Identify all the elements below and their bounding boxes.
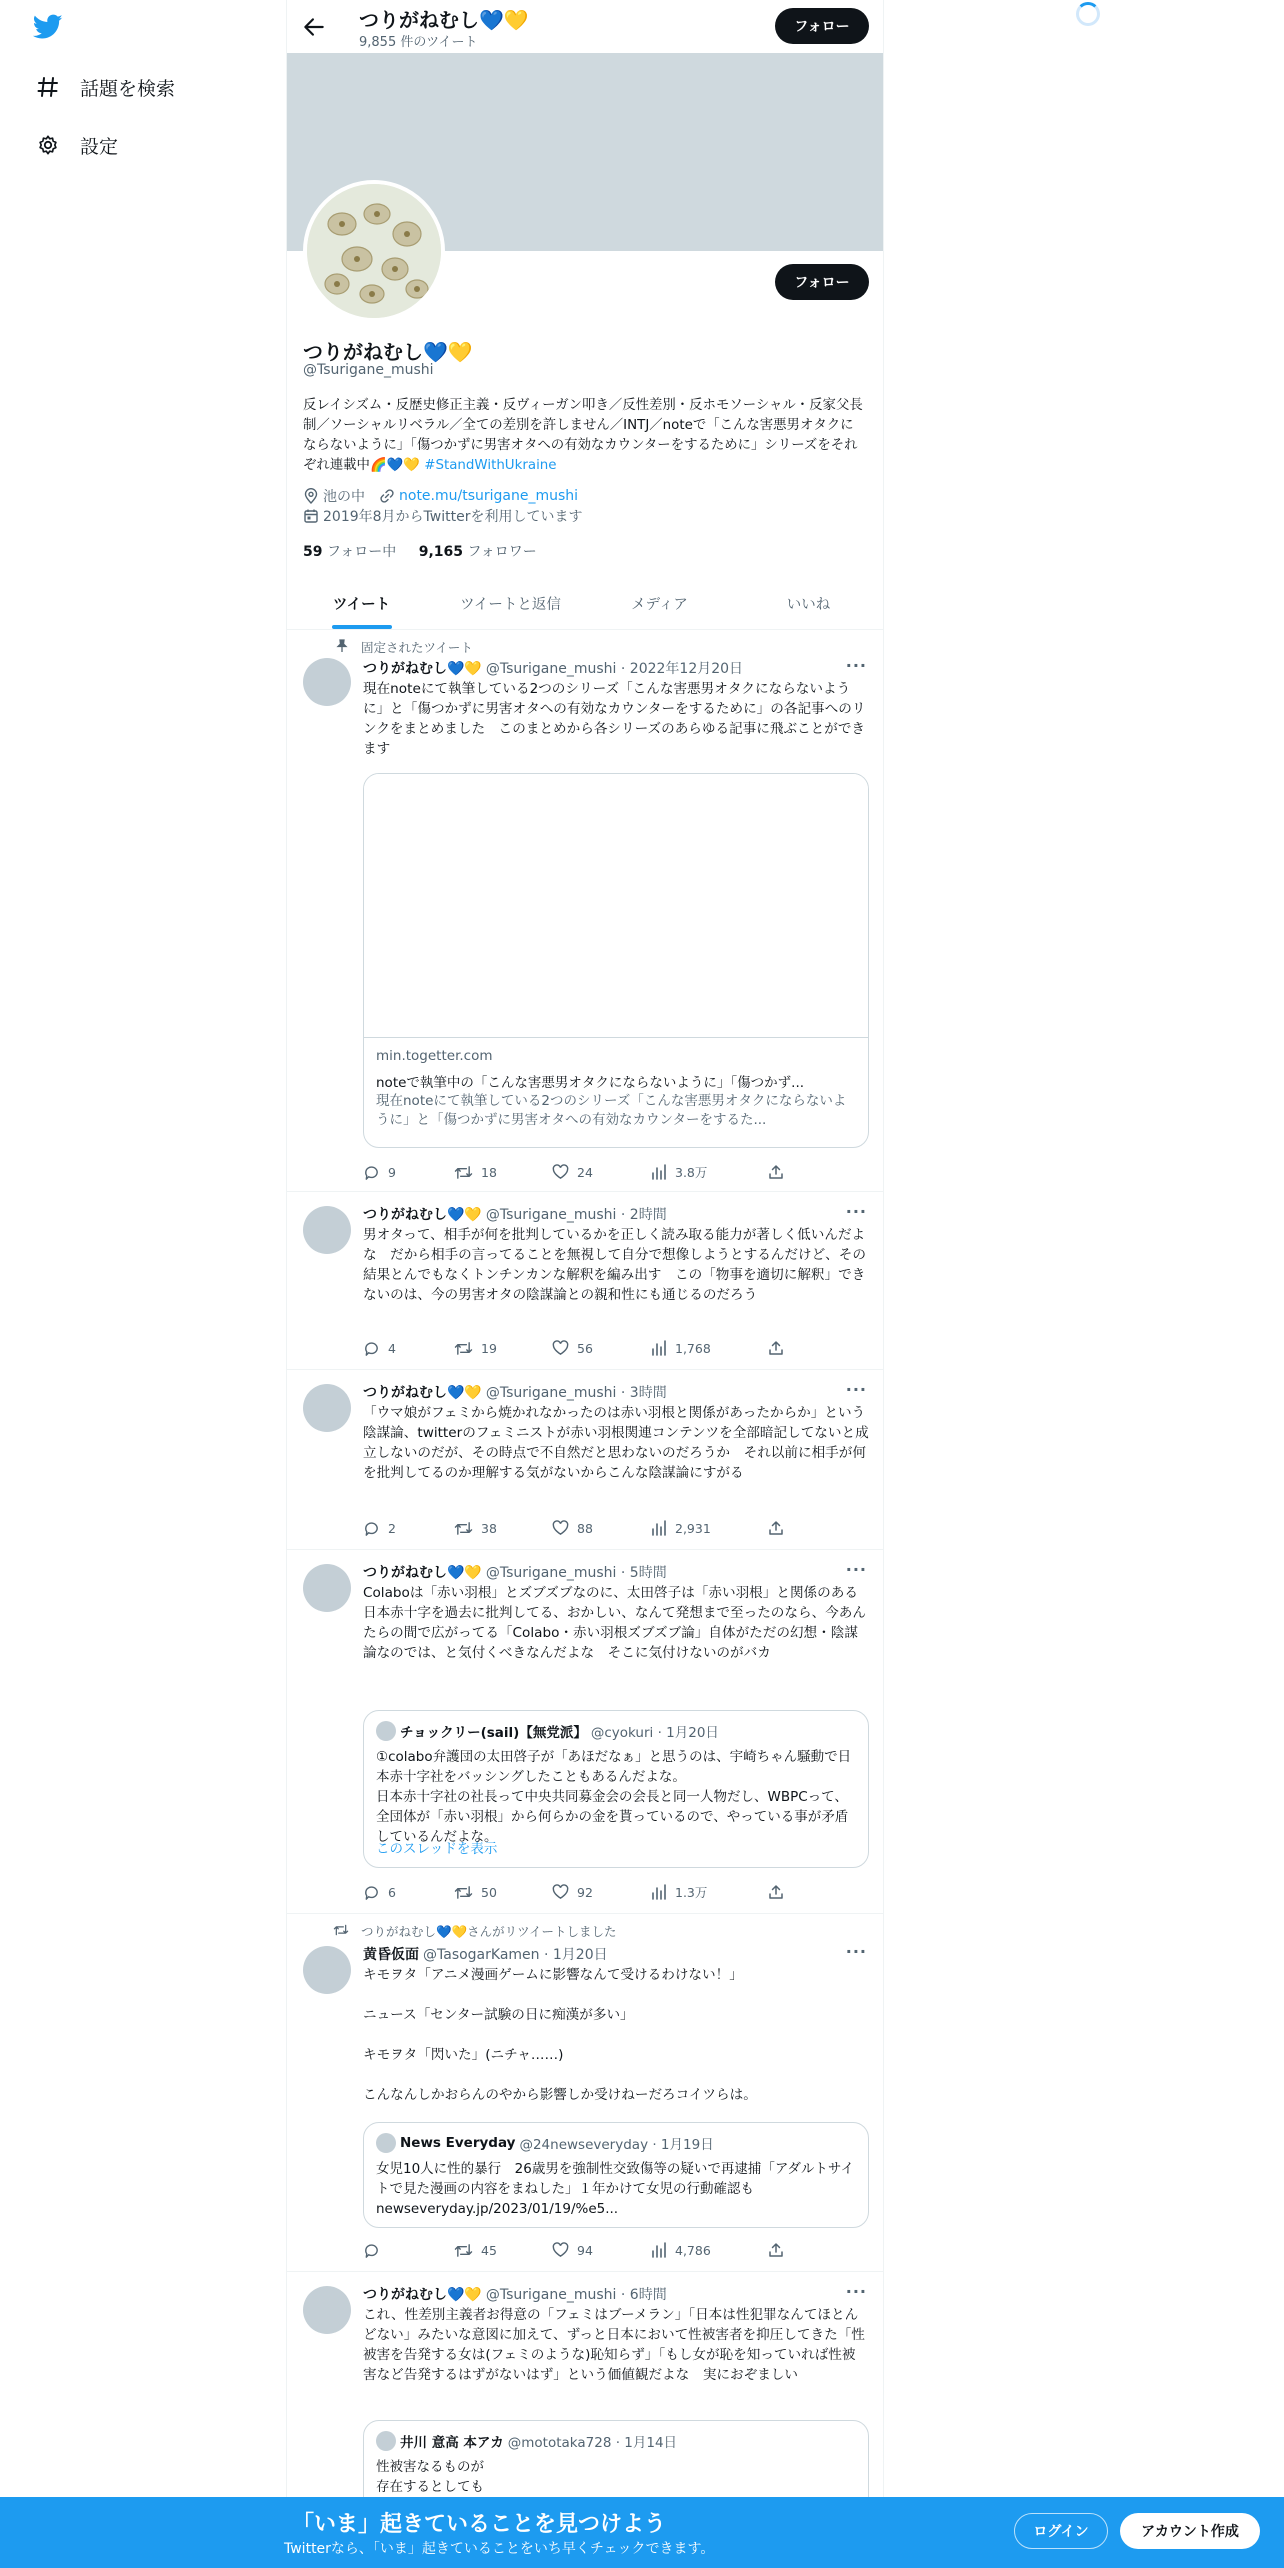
header-display-name: つりがねむし💙💛: [359, 8, 529, 32]
tweet[interactable]: [287, 1370, 883, 1550]
reply-button[interactable]: [363, 1164, 396, 1181]
tab-media[interactable]: メディア: [631, 596, 688, 613]
profile-follow-button[interactable]: フォロー: [775, 264, 869, 300]
tweet-header: [363, 1944, 833, 1964]
tweet-pinned[interactable]: [287, 630, 883, 1192]
profile-column: [286, 0, 884, 2568]
reply-icon: [363, 1164, 380, 1181]
tweet-header: [363, 1562, 833, 1582]
like-count: 88: [577, 1520, 593, 1536]
profile-handle: @Tsurigane_mushi: [303, 362, 434, 378]
calendar-icon: [303, 508, 319, 524]
profile-meta-row: [303, 486, 578, 506]
tab-tweets[interactable]: ツイート: [287, 577, 436, 629]
quoted-author-name: 井川 意高 本アカ: [400, 2435, 504, 2451]
share-button[interactable]: [768, 1520, 792, 1536]
tweet-header: [363, 2284, 833, 2304]
quoted-tweet-header: [376, 2133, 714, 2153]
like-count: 94: [577, 2242, 593, 2258]
like-icon: [552, 1340, 569, 1356]
quoted-avatar: [376, 1721, 396, 1741]
views-button[interactable]: [651, 1520, 711, 1536]
retweet-count: 18: [481, 1164, 497, 1180]
share-button[interactable]: [768, 1164, 792, 1180]
views-icon: [651, 1164, 667, 1180]
quoted-tweet[interactable]: [363, 1710, 869, 1868]
avatar[interactable]: [303, 1564, 351, 1612]
retweet-icon: [333, 1923, 349, 1939]
avatar[interactable]: [303, 1946, 351, 1994]
reply-icon: [363, 2242, 380, 2259]
views-button[interactable]: [651, 2242, 711, 2258]
bio-hashtag-link[interactable]: #StandWithUkraine: [424, 458, 557, 473]
nav-explore-label: 話題を検索: [80, 77, 176, 100]
views-icon: [651, 2242, 667, 2258]
quoted-tweet-header: [376, 2431, 677, 2451]
tweet-text: これ、性差別主義者お得意の「フェミはブーメラン」「日本は性犯罪なんてほとんどない」みたいな意図に加えて、ずっと日本において性被害者を抑圧してきた「性被害を告発する女は(フェミのような)恥知らず」「もし女が恥を知っていれば性被害など告発するはずがないはず」という価値観だよな 実におぞましい: [363, 2307, 865, 2383]
avatar[interactable]: [303, 1206, 351, 1254]
followers-count: 9,165: [418, 544, 463, 560]
author-name[interactable]: つりがねむし💙💛: [363, 1207, 482, 1223]
share-button[interactable]: [768, 1884, 792, 1900]
nav-settings-label: 設定: [80, 135, 119, 158]
link-card-domain: min.togetter.com: [376, 1048, 493, 1064]
followers-label: フォロワー: [467, 544, 537, 560]
quoted-author-handle-time: @mototaka728 · 1月14日: [507, 2435, 678, 2451]
retweet-indicator: [333, 1922, 617, 1940]
profile-avatar[interactable]: [303, 180, 445, 322]
retweet-button[interactable]: [454, 1520, 497, 1537]
profile-location: 池の中: [323, 489, 365, 505]
author-handle-time[interactable]: @Tsurigane_mushi · 3時間: [485, 1385, 667, 1401]
tweet-actions: [363, 1162, 783, 1182]
views-button[interactable]: [651, 1340, 711, 1356]
profile-joined-date: 2019年8月からTwitterを利用しています: [323, 509, 583, 525]
tweet-actions: [363, 1518, 783, 1538]
retweet-button[interactable]: [454, 1340, 497, 1357]
avatar[interactable]: [303, 2286, 351, 2334]
like-button[interactable]: [552, 1164, 593, 1180]
twitter-logo-icon[interactable]: [33, 14, 63, 40]
quoted-tweet-header: [376, 1721, 719, 1741]
retweet-icon: [454, 1340, 473, 1357]
tweet-text: キモヲタ「アニメ漫画ゲームに影響なんて受けるわけない！」 ニュース「センター試験の日に痴漢が多い」 キモヲタ「閃いた」(ニチャ……) こんなんしかおらんのやから影響しか受けねーだろコイツらは。: [363, 1967, 757, 2103]
link-icon: [379, 488, 395, 504]
share-button[interactable]: [768, 2242, 792, 2258]
view-count: 3.8万: [675, 1165, 708, 1180]
quoted-author-name: チョックリー(sail)【無党派】: [400, 1725, 587, 1741]
share-icon: [768, 1884, 784, 1900]
quoted-author-handle-time: @cyokuri · 1月20日: [590, 1725, 719, 1741]
back-arrow-icon[interactable]: [301, 14, 327, 40]
quoted-author-handle-time: @24newseveryday · 1月19日: [519, 2137, 714, 2153]
author-handle-time[interactable]: @Tsurigane_mushi · 2022年12月20日: [485, 661, 744, 677]
profile-follow-stats: [303, 541, 537, 561]
pin-icon: [333, 639, 349, 655]
quoted-author-name: News Everyday: [400, 2135, 516, 2151]
reply-icon: [363, 1520, 380, 1537]
more-options-icon[interactable]: ···: [845, 1942, 867, 1961]
views-icon: [651, 1520, 667, 1536]
like-icon: [552, 2242, 569, 2258]
quoted-avatar: [376, 2133, 396, 2153]
like-button[interactable]: [552, 2242, 593, 2258]
header-tweet-count: 9,855 件のツイート: [359, 35, 478, 50]
reply-icon: [363, 1340, 380, 1357]
views-icon: [651, 1884, 667, 1900]
followers-link[interactable]: [419, 544, 537, 560]
share-icon: [768, 1340, 784, 1356]
tweet-actions: [363, 1882, 783, 1902]
author-name[interactable]: つりがねむし💙💛: [363, 661, 482, 677]
share-button[interactable]: [768, 1340, 792, 1356]
tab-likes[interactable]: いいね: [786, 596, 831, 613]
views-icon: [651, 1340, 667, 1356]
pinned-indicator: [333, 638, 473, 656]
tweet-actions: [363, 2240, 783, 2260]
author-handle-time[interactable]: @Tsurigane_mushi · 5時間: [485, 1565, 667, 1581]
tweet-actions: [363, 1338, 783, 1358]
link-card-image: [364, 774, 868, 1038]
profile-joined-row: [303, 506, 582, 526]
reply-count: 2: [388, 1520, 396, 1536]
author-name[interactable]: つりがねむし💙💛: [363, 1385, 482, 1401]
tweet[interactable]: [287, 1192, 883, 1370]
profile-header-bar: [287, 0, 883, 53]
tweet-header: [363, 1204, 833, 1224]
like-count: 56: [577, 1340, 593, 1356]
like-icon: [552, 1520, 569, 1536]
tweet-text: 男オタって、相手が何を批判しているかを正しく読み取る能力が著しく低いんだよな だから相手の言ってることを無視して自分で想像しようとするんだけど、その結果とんでもなくトンチンカンな解釈を編み出す この「物事を適切に解釈」できないのは、今の男害オタの陰謀論との親和性にも通じるのだろう: [363, 1227, 866, 1303]
following-link[interactable]: [303, 544, 396, 560]
like-button[interactable]: [552, 1340, 593, 1356]
profile-display-name: つりがねむし💙💛: [303, 340, 473, 364]
signup-prompt-bar: [0, 2497, 1284, 2568]
view-count: 1,768: [675, 1340, 711, 1356]
like-count: 92: [577, 1884, 593, 1900]
more-options-icon[interactable]: ···: [845, 1560, 867, 1579]
quoted-tweet-text: 性被害なるものが 存在するとしても: [376, 2459, 484, 2495]
reply-button[interactable]: [363, 2242, 388, 2259]
reply-count: 9: [388, 1164, 396, 1180]
view-count: 1.3万: [675, 1885, 708, 1900]
reply-icon: [363, 1884, 380, 1901]
nav-settings[interactable]: [36, 125, 118, 165]
view-count: 2,931: [675, 1520, 711, 1536]
nav-explore[interactable]: [36, 67, 175, 107]
like-button[interactable]: [552, 1520, 593, 1536]
reply-button[interactable]: [363, 1520, 396, 1537]
hashtag-icon: [36, 75, 60, 99]
more-options-icon[interactable]: ···: [845, 656, 867, 675]
retweet-button[interactable]: [454, 1164, 497, 1181]
tweet-text: Colaboは「赤い羽根」とズブズブなのに、太田啓子は「赤い羽根」と関係のある日本赤十字を過去に批判してる、おかしい、なんて発想まで至ったのなら、今あんたらの間で広がってる「Colabo・赤い羽根ズブズブ論」自体がただの幻想・陰謀論なのでは、と気付くべきなんだよな そこに気付けないのがバカ: [363, 1585, 866, 1661]
views-button[interactable]: [651, 1883, 707, 1901]
header-follow-button[interactable]: フォロー: [775, 8, 869, 44]
reply-count: 6: [388, 1884, 396, 1900]
more-options-icon[interactable]: ···: [845, 1202, 867, 1221]
retweet-icon: [454, 2242, 473, 2259]
author-handle-time[interactable]: @Tsurigane_mushi · 2時間: [485, 1207, 667, 1223]
retweet-button[interactable]: [454, 2242, 497, 2259]
tweet-text: 現在noteにて執筆している2つのシリーズ「こんな害悪男オタクにならないように」と「傷つかずに男害オタへの有効なカウンターをするために」の各記事へのリンクをまとめました このまとめから各シリーズのあらゆる記事に飛ぶことができます: [363, 681, 866, 757]
like-icon: [552, 1164, 569, 1180]
tweet-header: [363, 658, 833, 678]
retweeted-by-label[interactable]: つりがねむし💙💛さんがリツイートしました: [361, 1924, 617, 1939]
more-options-icon[interactable]: ···: [845, 2282, 867, 2301]
profile-website-link[interactable]: note.mu/tsurigane_mushi: [399, 488, 579, 504]
view-count: 4,786: [675, 2242, 711, 2258]
share-icon: [768, 2242, 784, 2258]
tab-tweets-and-replies[interactable]: ツイートと返信: [460, 596, 561, 613]
profile-bio-text: 反レイシズム・反歴史修正主義・反ヴィーガン叩き／反性差別・反ホモソーシャル・反家父長制／ソーシャルリベラル／全ての差別を許しません／INTJ／noteで「こんな害悪男オタクにならないように」「傷つかずに男害オタへの有効なカウンターをするために」シリーズをそれぞれ連載中🌈💙💛: [303, 398, 863, 473]
quoted-tweet-text: 女児10人に性的暴行 26歳男を強制性交致傷等の疑いで再逮捕「アダルトサイトで見た漫画の内容をまねした」１年かけて女児の行動確認も newseveryday.jp/2023/01/19/%e5...: [376, 2161, 854, 2217]
retweet-count: 45: [481, 2242, 497, 2258]
reply-button[interactable]: [363, 1884, 396, 1901]
gear-icon: [36, 133, 60, 157]
quoted-avatar: [376, 2431, 396, 2451]
show-thread-link[interactable]: このスレッドを表示: [376, 1841, 498, 1857]
author-name[interactable]: 黄昏仮面: [363, 1947, 419, 1963]
author-handle-time[interactable]: @TasogarKamen · 1月20日: [423, 1947, 608, 1963]
avatar[interactable]: [303, 1384, 351, 1432]
reply-count: 4: [388, 1340, 396, 1356]
link-card[interactable]: [363, 773, 869, 1148]
retweet-icon: [454, 1164, 473, 1181]
tweet-retweeted[interactable]: [287, 1914, 883, 2272]
views-button[interactable]: [651, 1163, 707, 1181]
author-handle-time[interactable]: @Tsurigane_mushi · 6時間: [485, 2287, 667, 2303]
like-button[interactable]: [552, 1884, 593, 1900]
location-icon: [303, 488, 319, 504]
following-count: 59: [303, 544, 323, 560]
profile-bio: [303, 396, 863, 476]
link-card-title: noteで執筆中の「こんな害悪男オタクにならないように」「傷つかず...: [376, 1075, 805, 1091]
retweet-count: 38: [481, 1520, 497, 1536]
profile-tabs: [287, 577, 883, 630]
author-name[interactable]: つりがねむし💙💛: [363, 2287, 482, 2303]
following-label: フォロー中: [326, 544, 397, 560]
share-icon: [768, 1520, 784, 1536]
avatar[interactable]: [303, 658, 351, 706]
link-card-description: 現在noteにて執筆している2つのシリーズ「こんな害悪男オタクにならないように」と「傷つかずに男害オタへの有効なカウンターをするた...: [376, 1093, 847, 1128]
tweet-text: 「ウマ娘がフェミから焼かれなかったのは赤い羽根と関係があったからか」という陰謀論、twitterのフェミニストが赤い羽根関連コンテンツを全部暗記してないと成立しないのだが、その時点で不自然だと思わないのだろうか それ以前に相手が何を批判してるのか理解する気がないからこんな陰謀論にすがる: [363, 1405, 869, 1481]
like-icon: [552, 1884, 569, 1900]
retweet-icon: [454, 1520, 473, 1537]
reply-button[interactable]: [363, 1340, 396, 1357]
quoted-tweet[interactable]: [363, 2122, 869, 2228]
tweet-header: [363, 1382, 833, 1402]
signup-button[interactable]: アカウント作成: [1120, 2513, 1260, 2549]
retweet-icon: [454, 1884, 473, 1901]
signup-prompt-subtitle: Twitterなら、「いま」起きていることをいち早くチェックできます。: [284, 2541, 715, 2557]
tweet[interactable]: [287, 1550, 883, 1914]
more-options-icon[interactable]: ···: [845, 1380, 867, 1399]
retweet-count: 50: [481, 1884, 497, 1900]
retweet-count: 19: [481, 1340, 497, 1356]
like-count: 24: [577, 1164, 593, 1180]
signup-prompt-title: 「いま」起きていることを見つけよう: [292, 2512, 667, 2537]
loading-spinner: [1076, 2, 1100, 26]
pinned-label: 固定されたツイート: [361, 640, 473, 655]
retweet-button[interactable]: [454, 1884, 497, 1901]
login-button[interactable]: ログイン: [1014, 2513, 1108, 2549]
share-icon: [768, 1164, 784, 1180]
quoted-tweet-text: ①colabo弁護団の太田啓子が「あほだなぁ」と思うのは、宇崎ちゃん騒動で日本赤十字社をバッシングしたこともあるんだよな。 日本赤十字社の社長って中央共同募金会の会長と同一人物だし、WBPCって、全団体が「赤い羽根」から何らかの金を貰っているので、やっている事が矛盾しているんだよな。: [376, 1749, 852, 1845]
author-name[interactable]: つりがねむし💙💛: [363, 1565, 482, 1581]
